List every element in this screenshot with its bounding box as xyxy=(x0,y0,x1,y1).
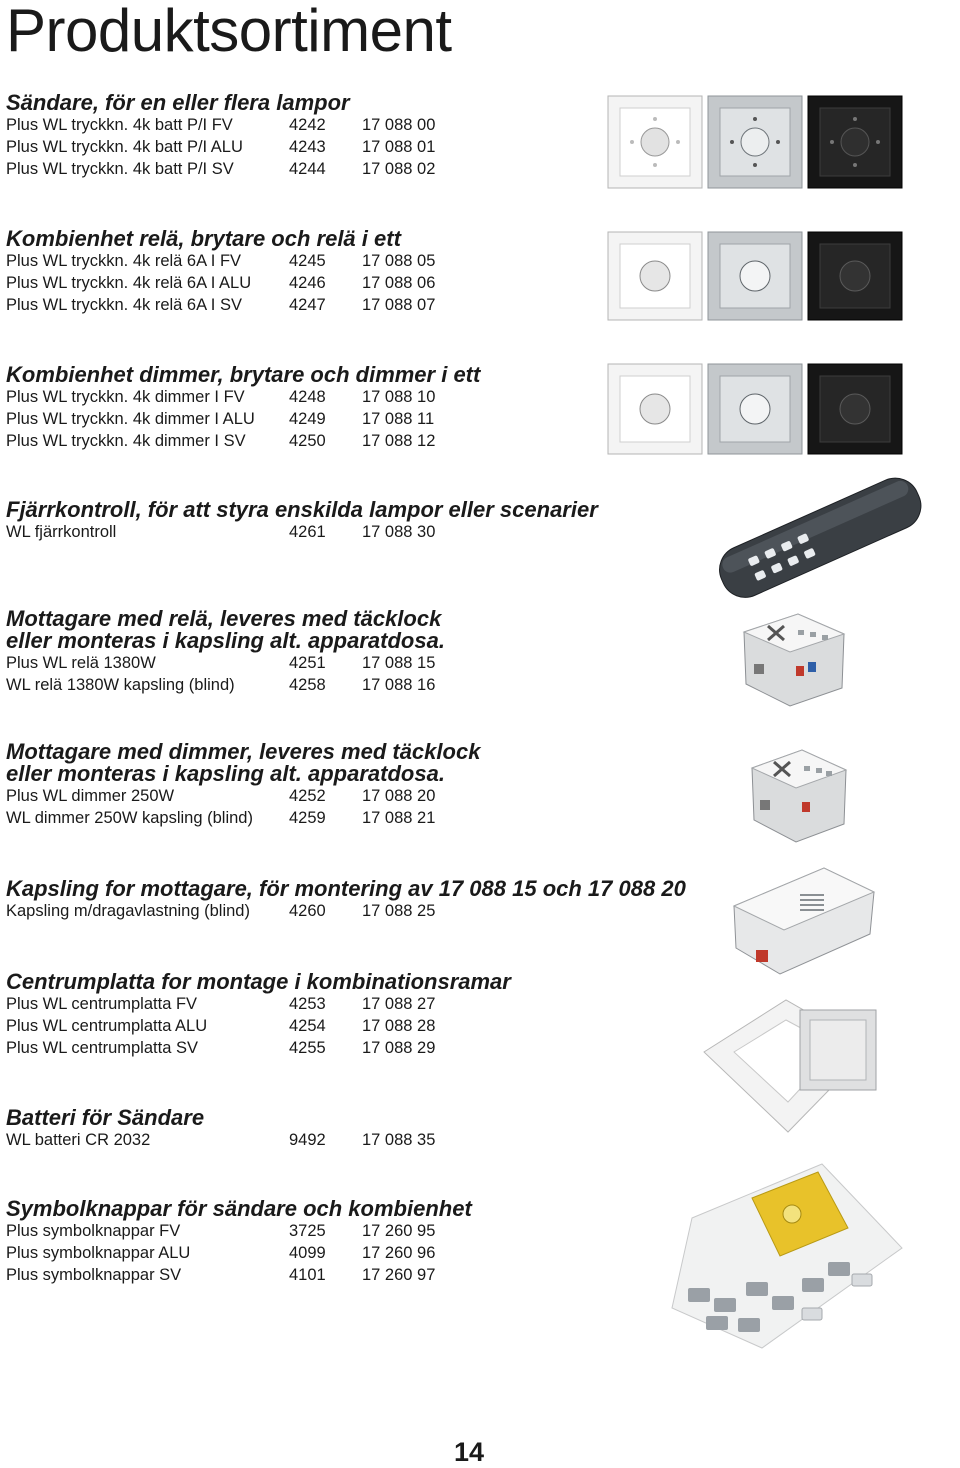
e-number: 17 088 05 xyxy=(362,252,436,270)
e-number: 17 260 95 xyxy=(362,1222,436,1240)
product-name: Plus WL tryckkn. 4k dimmer I SV xyxy=(6,432,246,450)
product-row xyxy=(6,1264,726,1286)
product-name: Plus WL centrumplatta FV xyxy=(6,995,198,1013)
article-number: 4242 xyxy=(289,116,326,134)
e-number: 17 088 29 xyxy=(362,1039,436,1057)
switch-black xyxy=(808,96,902,188)
e-number: 17 088 11 xyxy=(362,410,435,428)
section-fjarrkontroll xyxy=(6,499,706,543)
switch-white xyxy=(608,96,702,188)
switch-alu xyxy=(708,364,802,454)
section-heading: Kapsling for mottagare, för montering av 17 088 15 och 17 088 20 xyxy=(6,876,686,901)
product-name: Kapsling m/dragavlastning (blind) xyxy=(6,902,250,920)
product-name: Plus symbolknappar FV xyxy=(6,1222,181,1240)
article-number: 4252 xyxy=(289,787,326,805)
e-number: 17 260 97 xyxy=(362,1266,436,1284)
product-name: Plus WL dimmer 250W xyxy=(6,787,175,805)
article-number: 4260 xyxy=(289,902,326,920)
section-heading: Kombienhet dimmer, brytare och dimmer i ett xyxy=(6,362,481,387)
product-name: WL dimmer 250W kapsling (blind) xyxy=(6,809,253,827)
article-number: 4258 xyxy=(289,676,326,694)
article-number: 4101 xyxy=(289,1266,326,1284)
enclosure-image xyxy=(728,862,880,980)
product-name: Plus WL tryckkn. 4k relä 6A I FV xyxy=(6,252,242,270)
e-number: 17 088 21 xyxy=(362,809,436,827)
product-name: WL batteri CR 2032 xyxy=(6,1131,151,1149)
section-heading: Mottagare med dimmer, leveres med täcklock xyxy=(6,739,481,764)
product-row xyxy=(6,807,726,829)
e-number: 17 088 30 xyxy=(362,523,436,541)
center-plate-image xyxy=(700,992,900,1138)
transmitter-switches-image xyxy=(606,92,906,190)
product-name: Plus symbolknappar ALU xyxy=(6,1244,191,1262)
section-heading: Fjärrkontroll, för att styra enskilda lampor eller scenarier xyxy=(6,497,598,522)
article-number: 4246 xyxy=(289,274,326,292)
dimmer-receiver-image xyxy=(746,746,850,846)
dimmer-combi-switches-image xyxy=(606,362,906,456)
product-name: Plus WL tryckkn. 4k batt P/I FV xyxy=(6,116,233,134)
relay-combi-switches-image xyxy=(606,230,906,322)
section-batteri xyxy=(6,1107,726,1151)
article-number: 4261 xyxy=(289,523,326,541)
switch-black xyxy=(808,232,902,320)
section-centrumplatta xyxy=(6,971,726,1059)
section-heading: Centrumplatta for montage i kombinationsramar xyxy=(6,969,511,994)
e-number: 17 088 35 xyxy=(362,1131,436,1149)
remote-control-image xyxy=(704,470,934,600)
switch-black xyxy=(808,364,902,454)
e-number: 17 088 06 xyxy=(362,274,436,292)
product-name: Plus WL tryckkn. 4k dimmer I FV xyxy=(6,388,245,406)
switch-white xyxy=(608,232,702,320)
product-row xyxy=(6,1037,726,1059)
product-row xyxy=(6,1015,726,1037)
article-number: 4248 xyxy=(289,388,326,406)
product-name: WL fjärrkontroll xyxy=(6,523,117,541)
product-name: Plus WL tryckkn. 4k relä 6A I ALU xyxy=(6,274,252,292)
article-number: 4099 xyxy=(289,1244,326,1262)
article-number: 3725 xyxy=(289,1222,326,1240)
product-row xyxy=(6,652,726,674)
product-name: Plus WL tryckkn. 4k relä 6A I SV xyxy=(6,296,242,314)
e-number: 17 088 27 xyxy=(362,995,436,1013)
e-number: 17 260 96 xyxy=(362,1244,436,1262)
switch-white xyxy=(608,364,702,454)
e-number: 17 088 10 xyxy=(362,388,436,406)
article-number: 4247 xyxy=(289,296,326,314)
section-heading-line2: eller monteras i kapsling alt. apparatdosa. xyxy=(6,761,445,786)
article-number: 4245 xyxy=(289,252,326,270)
article-number: 4243 xyxy=(289,138,326,156)
e-number: 17 088 01 xyxy=(362,138,436,156)
article-number: 4250 xyxy=(289,432,326,450)
section-symbolknappar xyxy=(6,1198,726,1286)
product-row xyxy=(6,1220,726,1242)
product-name: Plus WL tryckkn. 4k batt P/I ALU xyxy=(6,138,243,156)
section-heading-line2: eller monteras i kapsling alt. apparatdosa. xyxy=(6,628,445,653)
product-row xyxy=(6,1242,726,1264)
e-number: 17 088 25 xyxy=(362,902,436,920)
article-number: 4254 xyxy=(289,1017,326,1035)
e-number: 17 088 28 xyxy=(362,1017,436,1035)
product-name: Plus WL centrumplatta ALU xyxy=(6,1017,208,1035)
article-number: 4244 xyxy=(289,160,326,178)
article-number: 9492 xyxy=(289,1131,326,1149)
product-name: Plus WL relä 1380W xyxy=(6,654,156,672)
article-number: 4259 xyxy=(289,809,326,827)
e-number: 17 088 12 xyxy=(362,432,436,450)
product-row xyxy=(6,674,726,696)
product-row xyxy=(6,521,706,543)
section-mottagare-dimmer xyxy=(6,741,726,829)
section-kapsling xyxy=(6,878,766,922)
article-number: 4249 xyxy=(289,410,326,428)
product-row xyxy=(6,900,766,922)
product-name: Plus WL centrumplatta SV xyxy=(6,1039,198,1057)
e-number: 17 088 07 xyxy=(362,296,436,314)
section-heading: Sändare, för en eller flera lampor xyxy=(6,90,350,115)
e-number: 17 088 02 xyxy=(362,160,436,178)
section-heading: Symbolknappar för sändare och kombienhet xyxy=(6,1196,472,1221)
switch-alu xyxy=(708,96,802,188)
e-number: 17 088 16 xyxy=(362,676,436,694)
article-number: 4251 xyxy=(289,654,326,672)
article-number: 4253 xyxy=(289,995,326,1013)
article-number: 4255 xyxy=(289,1039,326,1057)
section-heading: Mottagare med relä, leveres med täcklock xyxy=(6,606,442,631)
e-number: 17 088 15 xyxy=(362,654,436,672)
section-heading: Batteri för Sändare xyxy=(6,1105,205,1130)
product-name: Plus WL tryckkn. 4k dimmer I ALU xyxy=(6,410,255,428)
product-row xyxy=(6,1129,726,1151)
switch-alu xyxy=(708,232,802,320)
product-name: WL relä 1380W kapsling (blind) xyxy=(6,676,235,694)
section-heading: Kombienhet relä, brytare och relä i ett xyxy=(6,226,401,251)
product-name: Plus WL tryckkn. 4k batt P/I SV xyxy=(6,160,234,178)
page-number: 14 xyxy=(454,1437,485,1467)
product-row xyxy=(6,785,726,807)
symbol-buttons-bag-image xyxy=(652,1158,916,1354)
product-row xyxy=(6,993,726,1015)
section-mottagare-rela xyxy=(6,608,726,696)
e-number: 17 088 00 xyxy=(362,116,436,134)
e-number: 17 088 20 xyxy=(362,787,436,805)
product-name: Plus symbolknappar SV xyxy=(6,1266,182,1284)
relay-receiver-image xyxy=(738,610,850,710)
page-title: Produktsortiment xyxy=(6,0,452,64)
